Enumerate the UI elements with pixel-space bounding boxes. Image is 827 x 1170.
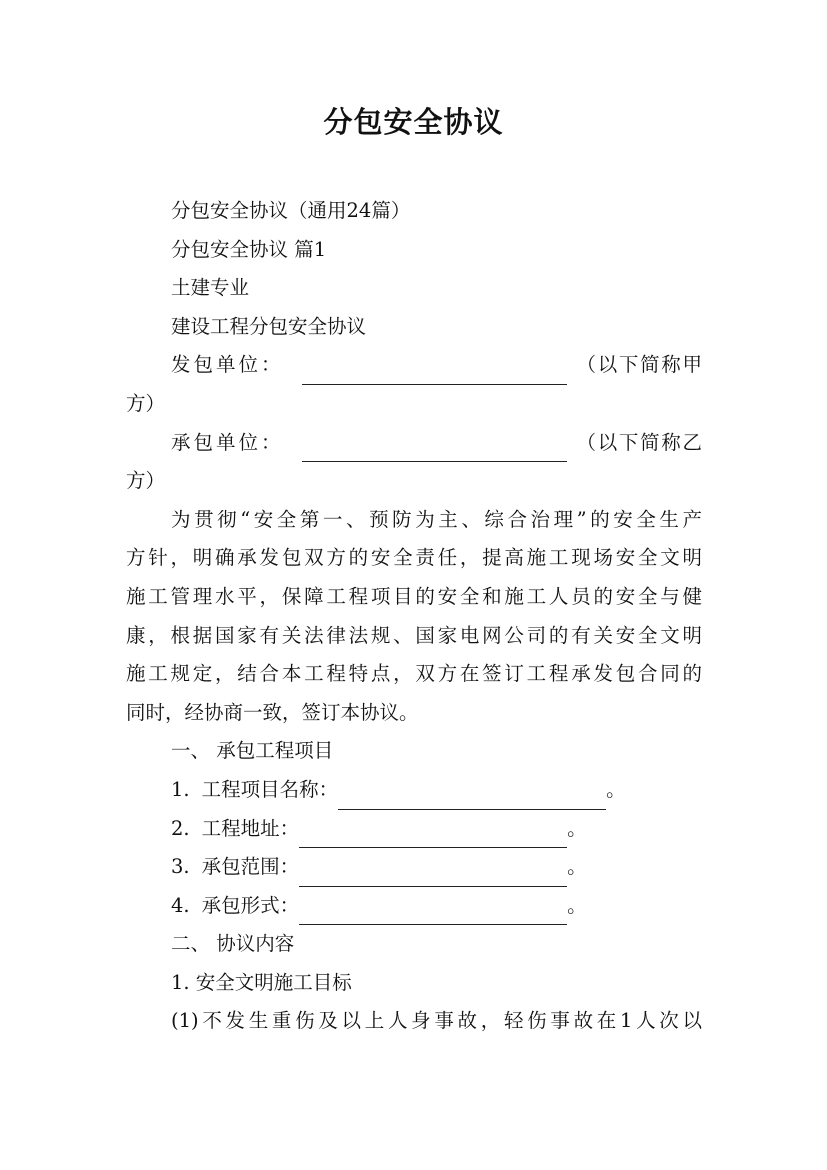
item-heading: 1. 安全文明施工目标: [171, 970, 352, 994]
intro-line: 康，根据国家有关法律法规、国家电网公司的有关安全文明: [126, 623, 702, 647]
field-number: 3.: [171, 855, 190, 879]
intro-line: 为贯彻“安全第一、预防为主、综合治理”的安全生产: [171, 507, 702, 531]
party-a-line: [126, 346, 702, 385]
field-end: 。: [567, 855, 587, 879]
intro-line: 施工管理水平，保障工程项目的安全和施工人员的安全与健: [126, 584, 702, 608]
field-number: 4.: [171, 893, 190, 917]
party-b-blank[interactable]: [302, 435, 567, 462]
party-a-note-end: 方）: [126, 391, 166, 415]
field-end: 。: [567, 893, 587, 917]
field-blank[interactable]: [299, 860, 567, 887]
item-text: (1)不发生重伤及以上人身事故，轻伤事故在1人次以: [171, 1009, 702, 1033]
field-label: 工程项目名称：: [201, 777, 339, 801]
field-blank[interactable]: [299, 821, 567, 848]
subtitle-line: 分包安全协议（通用24篇）: [171, 199, 411, 222]
document-title: 分包安全协议: [323, 105, 504, 139]
field-label: 承包形式：: [201, 893, 300, 917]
specialty-line: 土建专业: [171, 276, 250, 300]
section-heading-2: 二、 协议内容: [171, 932, 295, 956]
field-contract-scope: [126, 848, 702, 887]
intro-line: 施工规定，结合本工程特点，双方在签订工程承发包合同的: [126, 662, 702, 686]
document-body: [126, 192, 702, 1041]
field-end: 。: [567, 816, 587, 840]
field-project-name: [126, 771, 702, 810]
intro-line: 方针，明确承发包双方的安全责任，提高施工现场安全文明: [126, 546, 702, 570]
field-blank[interactable]: [299, 898, 567, 925]
chapter-heading: 分包安全协议 篇1: [171, 237, 327, 261]
field-end: 。: [606, 777, 626, 801]
party-b-note: （以下简称乙: [576, 430, 702, 454]
field-label: 工程地址：: [201, 816, 300, 840]
intro-line: 同时，经协商一致，签订本协议。: [126, 700, 419, 724]
party-b-label: 承包单位：: [171, 430, 284, 454]
field-blank[interactable]: [338, 783, 606, 810]
section-heading-1: 一、 承包工程项目: [171, 739, 334, 763]
field-number: 1.: [171, 777, 190, 801]
party-b-line: [126, 424, 702, 463]
party-a-note: （以下简称甲: [576, 353, 702, 377]
field-contract-form: [126, 887, 702, 926]
field-label: 承包范围：: [201, 855, 300, 879]
field-number: 2.: [171, 816, 190, 840]
party-b-note-end: 方）: [126, 469, 166, 493]
field-project-address: [126, 810, 702, 849]
party-a-blank[interactable]: [302, 358, 567, 385]
party-a-label: 发包单位：: [171, 353, 284, 377]
agreement-name-line: 建设工程分包安全协议: [171, 314, 367, 338]
